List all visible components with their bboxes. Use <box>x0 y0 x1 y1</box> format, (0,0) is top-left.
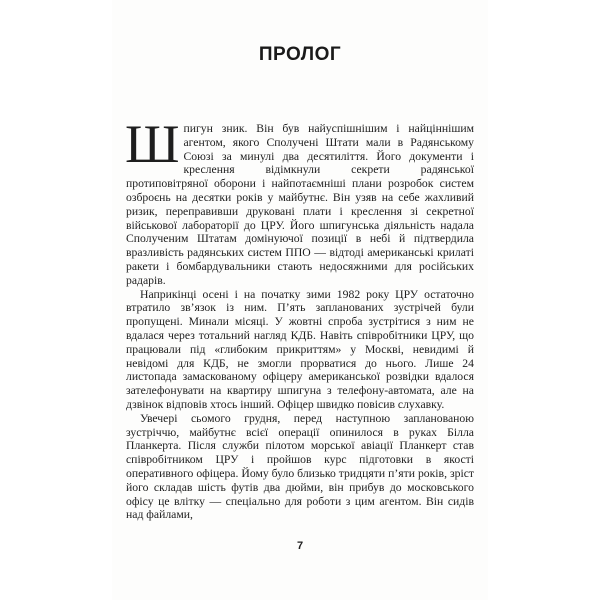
body-text <box>125 114 474 522</box>
page-number: 7 <box>296 540 304 552</box>
paragraph-1 <box>125 114 474 288</box>
drop-cap: Ш <box>125 114 180 174</box>
paragraph-3: Увечері сьомого грудня, перед наступною запланованою зустріччю, майбутнє всієї операції опинилося в руках Білла Планкерта. Після служби пілотом морської авіації Планкерт став співробітником ЦРУ і пройшов курс підготовки в якості оперативного офіцера. Йому було близько тридцяти п’яти років, зріст його складав шість футів два дюйми, він прибув до московського офісу це влітку — спеціально для роботи з цим агентом. Він сидів над файлами, <box>126 411 474 522</box>
paragraph-2: Наприкінці осені і на початку зими 1982 року ЦРУ остаточно втратило зв’язок із ним. П’ять запланованих зустрічей були пропущені. Минали місяці. У жовтні спроба зустрітися з ним не вдалася через тотальний нагляд КДБ. Навіть співробітники ЦРУ, що працювали під «глибоким прикриттям» у Москві, невидимі й невідомі для КДБ, не змогли прорватися до нього. Лише 24 листопада замаскованому офіцеру американської розвідки вдалося зателефонувати на квартиру шпигуна з телефону-автомата, але на дзвінок відповів хтось інший. Офіцер швидко повісив слухавку. <box>126 287 474 411</box>
paragraph-1-text: пигун зник. Він був найуспішнішим і найціннішим агентом, якого Сполучені Штати мали в Радянському Союзі за минулі два десятиліття. Його документи і креслення відімкнули секрети радянської протиповітряної оборони і найпотаємніші плани розробок систем озброєнь на десятки років у майбутнє. Він узяв на себе жахливий ризик, переправивши друковані плати і креслення зі секретної військової лабораторії до ЦРУ. Його шпигунська діяльність надала Сполученим Штатам домінуючої позиції в небі й підтвердила вразливість радянських систем ППО — відтоді американські крилаті ракети і бомбардувальники стають недосяжними для російських радарів. <box>126 122 474 287</box>
chapter-title: ПРОЛОГ <box>258 44 342 65</box>
